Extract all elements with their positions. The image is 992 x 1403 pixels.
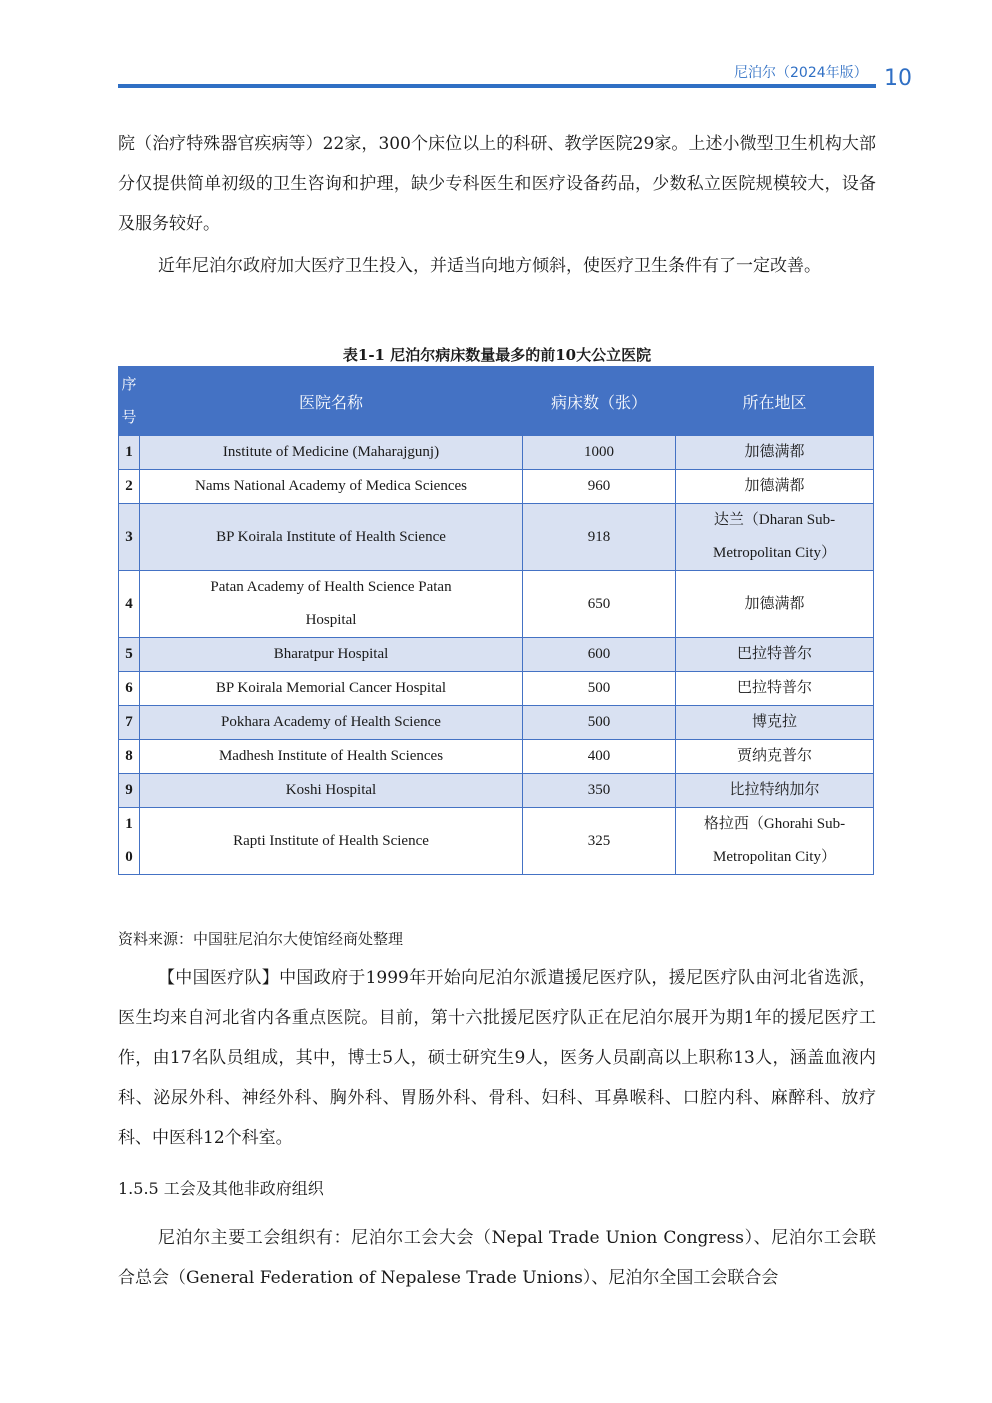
row-index: 8 bbox=[119, 740, 140, 774]
bed-count: 650 bbox=[523, 571, 676, 638]
region: 格拉西（Ghorahi Sub-Metropolitan City） bbox=[676, 808, 874, 875]
hospital-name: Bharatpur Hospital bbox=[140, 638, 523, 672]
bed-count: 960 bbox=[523, 470, 676, 504]
row-index: 10 bbox=[119, 808, 140, 875]
header-bed-count: 病床数（张） bbox=[523, 367, 676, 436]
medical-team-paragraph: 【中国医疗队】中国政府于1999年开始向尼泊尔派遣援尼医疗队，援尼医疗队由河北省选派，医生均来自河北省内各重点医院。目前，第十六批援尼医疗队正在尼泊尔展开为期1年的援尼医疗工作，由17名队员组成，其中，博士5人，硕士研究生9人，医务人员副高以上职称13人，涵盖血液内科、泌尿外科、神经外科、胸外科、胃肠外科、骨科、妇科、耳鼻喉科、口腔内科、麻醉科、放疗科、中医科12个科室。 bbox=[118, 968, 876, 1148]
row-index: 1 bbox=[119, 436, 140, 470]
table-row bbox=[119, 470, 874, 504]
running-header-title: 尼泊尔（2024年版） bbox=[734, 65, 868, 81]
region: 加德满都 bbox=[676, 436, 874, 470]
hospital-name: Pokhara Academy of Health Science bbox=[140, 706, 523, 740]
hospital-name: Madhesh Institute of Health Sciences bbox=[140, 740, 523, 774]
table-caption: 表1-1 尼泊尔病床数量最多的前10大公立医院 bbox=[342, 346, 652, 364]
table-row bbox=[119, 740, 874, 774]
table-row bbox=[119, 672, 874, 706]
page-number: 10 bbox=[884, 66, 912, 91]
table-row bbox=[119, 774, 874, 808]
hospital-table bbox=[118, 366, 874, 875]
region: 巴拉特普尔 bbox=[676, 672, 874, 706]
table-row bbox=[119, 638, 874, 672]
bed-count: 500 bbox=[523, 672, 676, 706]
intro-paragraph-1: 院（治疗特殊器官疾病等）22家，300个床位以上的科研、教学医院29家。上述小微型卫生机构大部分仅提供简单初级的卫生咨询和护理，缺少专科医生和医疗设备药品，少数私立医院规模较大，设备及服务较好。 bbox=[118, 134, 876, 234]
region: 加德满都 bbox=[676, 571, 874, 638]
hospital-name: Nams National Academy of Medica Sciences bbox=[140, 470, 523, 504]
hospital-name: Koshi Hospital bbox=[140, 774, 523, 808]
hospital-name: BP Koirala Memorial Cancer Hospital bbox=[140, 672, 523, 706]
bed-count: 600 bbox=[523, 638, 676, 672]
region: 博克拉 bbox=[676, 706, 874, 740]
table-row bbox=[119, 504, 874, 571]
row-index: 4 bbox=[119, 571, 140, 638]
table-row bbox=[119, 706, 874, 740]
row-index: 2 bbox=[119, 470, 140, 504]
trade-union-paragraph: 尼泊尔主要工会组织有：尼泊尔工会大会（Nepal Trade Union Congress）、尼泊尔工会联合总会（General Federation of Nepalese Trade Unions）、尼泊尔全国工会联合会 bbox=[118, 1228, 876, 1288]
row-index: 3 bbox=[119, 504, 140, 571]
table-header-row bbox=[119, 367, 874, 436]
region: 巴拉特普尔 bbox=[676, 638, 874, 672]
header-divider bbox=[118, 84, 876, 88]
table-row bbox=[119, 571, 874, 638]
bed-count: 350 bbox=[523, 774, 676, 808]
region: 加德满都 bbox=[676, 470, 874, 504]
bed-count: 1000 bbox=[523, 436, 676, 470]
hospital-name: BP Koirala Institute of Health Science bbox=[140, 504, 523, 571]
table-row bbox=[119, 808, 874, 875]
header-index: 序号 bbox=[119, 367, 140, 436]
row-index: 5 bbox=[119, 638, 140, 672]
table-row bbox=[119, 436, 874, 470]
bed-count: 918 bbox=[523, 504, 676, 571]
hospital-name: Patan Academy of Health Science Patan Hospital bbox=[140, 571, 523, 638]
row-index: 9 bbox=[119, 774, 140, 808]
row-index: 6 bbox=[119, 672, 140, 706]
region: 达兰（Dharan Sub-Metropolitan City） bbox=[676, 504, 874, 571]
table-source-note: 资料来源：中国驻尼泊尔大使馆经商处整理 bbox=[118, 930, 404, 948]
region: 比拉特纳加尔 bbox=[676, 774, 874, 808]
bed-count: 500 bbox=[523, 706, 676, 740]
hospital-name: Institute of Medicine (Maharajgunj) bbox=[140, 436, 523, 470]
header-region: 所在地区 bbox=[676, 367, 874, 436]
hospital-name: Rapti Institute of Health Science bbox=[140, 808, 523, 875]
region: 贾纳克普尔 bbox=[676, 740, 874, 774]
bed-count: 400 bbox=[523, 740, 676, 774]
section-heading: 1.5.5 工会及其他非政府组织 bbox=[118, 1179, 324, 1198]
intro-paragraph-2: 近年尼泊尔政府加大医疗卫生投入，并适当向地方倾斜，使医疗卫生条件有了一定改善。 bbox=[158, 256, 821, 276]
bed-count: 325 bbox=[523, 808, 676, 875]
header-hospital-name: 医院名称 bbox=[140, 367, 523, 436]
row-index: 7 bbox=[119, 706, 140, 740]
